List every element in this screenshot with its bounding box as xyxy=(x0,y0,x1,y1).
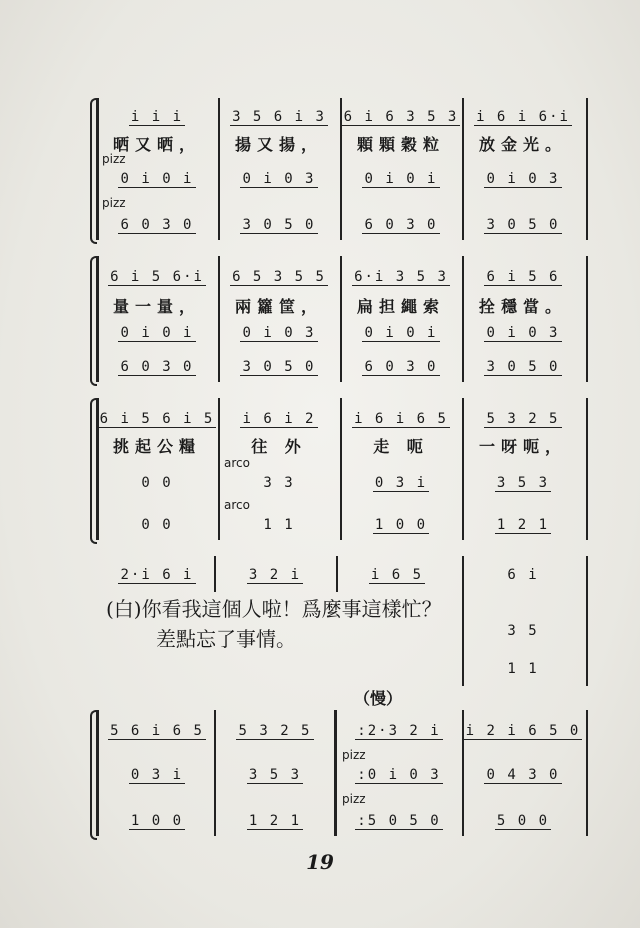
lyric: 揚又揚， xyxy=(234,134,323,154)
dialog-line: (白)你看我這個人啦！爲麼事這樣忙？ xyxy=(106,597,442,621)
melody-line xyxy=(96,104,588,130)
measure-part1: :0 i 0 3 xyxy=(357,766,441,783)
measure-melody: :2·3 2 i xyxy=(357,722,441,739)
measure-part1: 0 i 0 3 xyxy=(242,170,316,187)
playing-technique: arco xyxy=(224,498,250,512)
part2-line xyxy=(96,354,588,380)
measure-melody: 6 i 5 6 xyxy=(486,268,560,285)
measure-part2: 6 0 3 0 xyxy=(120,358,194,375)
measure-melody: i i i xyxy=(130,108,184,125)
lyric: 兩籮筐， xyxy=(234,296,323,316)
measure-melody: i 6 i 2 xyxy=(242,410,316,427)
melody-line xyxy=(96,264,588,290)
measure-part1: 3 5 3 xyxy=(496,474,550,491)
system-2 xyxy=(96,256,588,382)
measure-part2: 1 2 1 xyxy=(248,812,302,829)
measure-part1: 3 5 3 xyxy=(248,766,302,783)
playing-technique: pizz xyxy=(102,152,126,166)
lyric: 量一量， xyxy=(112,296,201,316)
measure-part2: 1 1 xyxy=(263,517,295,533)
measure-melody: i 6 5 xyxy=(370,566,424,583)
measure-melody: 6 i 5 6·i xyxy=(110,268,204,285)
part2-line xyxy=(96,656,588,682)
measure-part2: 1 2 1 xyxy=(496,516,550,533)
measure-melody: 6·i 3 5 3 xyxy=(354,268,448,285)
measure-melody: 2·i 6 i xyxy=(120,566,194,583)
melody-line xyxy=(96,406,588,432)
measure-melody: i 6 i 6·i xyxy=(476,108,570,125)
lyric: 顆顆穀粒 xyxy=(356,134,445,154)
lyrics-line xyxy=(96,292,588,318)
tempo-mark: （慢） xyxy=(354,689,403,708)
part2-line xyxy=(96,808,588,834)
playing-technique: pizz xyxy=(342,792,366,806)
system-5 xyxy=(96,710,588,836)
measure-part1: 3 5 xyxy=(507,623,539,639)
measure-part1: 0 i 0 i xyxy=(120,170,194,187)
measure-part1: 0 0 xyxy=(141,475,173,491)
measure-part2: 5 0 0 xyxy=(496,812,550,829)
measure-melody: 3 2 i xyxy=(248,566,302,583)
measure-part1: 0 3 i xyxy=(374,474,428,491)
measure-part1: 0 i 0 3 xyxy=(486,324,560,341)
measure-melody: 6 i 5 6 i 5 xyxy=(99,410,215,427)
measure-part2: 6 0 3 0 xyxy=(364,216,438,233)
measure-part2: 6 0 3 0 xyxy=(120,216,194,233)
measure-part2: 0 0 xyxy=(141,517,173,533)
lyric: 放金光。 xyxy=(478,134,567,154)
lyric: 挑起公糧 xyxy=(112,436,201,456)
measure-part1: 0 i 0 3 xyxy=(486,170,560,187)
measure-melody: 6 i 6 3 5 3 xyxy=(343,108,459,125)
playing-technique: pizz xyxy=(342,748,366,762)
lyrics-line xyxy=(96,130,588,156)
measure-melody: 5 3 2 5 xyxy=(238,722,312,739)
spoken-dialog xyxy=(106,594,442,654)
playing-technique: pizz xyxy=(102,196,126,210)
measure-melody: i 6 i 6 5 xyxy=(354,410,448,427)
lyrics-line xyxy=(96,432,588,458)
measure-melody: 6 5 3 5 5 xyxy=(232,268,326,285)
measure-part1: 0 i 0 3 xyxy=(242,324,316,341)
measure-part2: 3 0 5 0 xyxy=(486,358,560,375)
system-3 xyxy=(96,398,588,540)
lyric: 往 外 xyxy=(251,436,307,456)
lyric: 一呀呃， xyxy=(478,436,567,456)
lyric: 走 呃 xyxy=(373,436,429,456)
lyric: 扁担繩索 xyxy=(356,296,445,316)
measure-part2: 6 0 3 0 xyxy=(364,358,438,375)
part1-line xyxy=(96,166,588,192)
measure-part1: 0 i 0 i xyxy=(120,324,194,341)
measure-part2: 1 1 xyxy=(507,661,539,677)
measure-part1: 0 i 0 i xyxy=(364,170,438,187)
page-number: 19 xyxy=(306,850,334,874)
measure-melody: 6 i xyxy=(507,567,539,583)
part1-line xyxy=(96,320,588,346)
measure-part2: 3 0 5 0 xyxy=(486,216,560,233)
measure-part1: 3 3 xyxy=(263,475,295,491)
measure-melody: 5 6 i 6 5 xyxy=(110,722,204,739)
measure-part2: 3 0 5 0 xyxy=(242,358,316,375)
measure-part2: 3 0 5 0 xyxy=(242,216,316,233)
part1-line xyxy=(96,762,588,788)
measure-melody: 3 5 6 i 3 xyxy=(232,108,326,125)
measure-part1: 0 3 i xyxy=(130,766,184,783)
dialog-line: 差點忘了事情。 xyxy=(156,627,296,651)
measure-part1: 0 4 3 0 xyxy=(486,766,560,783)
measure-part2: 1 0 0 xyxy=(374,516,428,533)
measure-melody: i 2 i 6 5 0 xyxy=(465,722,581,739)
playing-technique: arco xyxy=(224,456,250,470)
part2-line xyxy=(96,212,588,238)
measure-melody: 5 3 2 5 xyxy=(486,410,560,427)
part1-line xyxy=(96,470,588,496)
lyric: 晒又晒， xyxy=(112,134,201,154)
melody-line xyxy=(96,562,588,588)
part2-line xyxy=(96,512,588,538)
measure-part1: 0 i 0 i xyxy=(364,324,438,341)
lyric: 拴穩當。 xyxy=(478,296,567,316)
melody-line xyxy=(96,718,588,744)
system-1 xyxy=(96,98,588,240)
measure-part2: :5 0 5 0 xyxy=(357,812,441,829)
measure-part2: 1 0 0 xyxy=(130,812,184,829)
